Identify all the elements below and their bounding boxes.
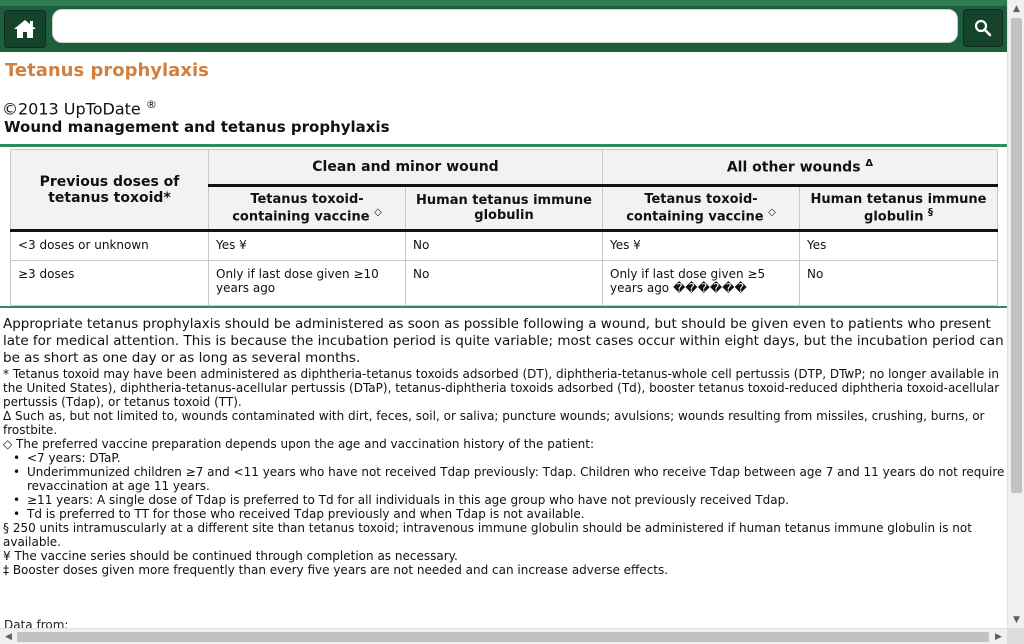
data-from-label: Data from: [4, 618, 69, 628]
cell-clean-toxoid: Only if last dose given ≥10 years ago [209, 261, 406, 306]
copyright-line [2, 98, 157, 118]
cell-clean-toxoid: Yes ¥ [209, 231, 406, 261]
cell-other-toxoid: Yes ¥ [603, 231, 800, 261]
bullet-icon: • [13, 507, 21, 521]
header-clean-minor-wound: Clean and minor wound [209, 150, 603, 186]
footnote-star: * Tetanus toxoid may have been administered as diphtheria-tetanus toxoids adsorbed (DT), diphtheria-tetanus-whole cell pertussis (DTP, DTwP; no longer available in the United States), diphtheria-tetanus-acellular pertussis (DTaP), tetanus-diphtheria toxoids adsorbed (Td), booster tetanus toxoid-reduced diphtheria toxoid-acellular pertussis (Tdap), or tetanus toxoid (TT). [3, 367, 1000, 409]
list-item [7, 451, 1006, 465]
cell-other-toxoid: Only if last dose given ≥5 years ago ������ [603, 261, 800, 306]
delta-mark: Δ [865, 158, 874, 170]
scroll-up-icon[interactable]: ▲ [1013, 3, 1020, 14]
scroll-right-icon[interactable]: ▶ [995, 632, 1002, 642]
cell-other-globulin: Yes [800, 231, 998, 261]
header-other-globulin-label: Human tetanus immune globulin [810, 191, 987, 225]
scroll-left-icon[interactable]: ◀ [5, 632, 12, 642]
list-item [7, 493, 1006, 507]
bullet-icon: • [13, 493, 21, 507]
scroll-down-icon[interactable]: ▼ [1013, 614, 1020, 625]
cell-clean-globulin: No [406, 261, 603, 306]
home-icon [13, 18, 37, 40]
registered-mark: ® [145, 98, 157, 111]
vaccine-bullet-list [3, 451, 1006, 521]
footnotes [3, 316, 1006, 577]
scrollbar-corner [1007, 628, 1024, 644]
table-section [0, 144, 1007, 308]
table-title: Wound management and tetanus prophylaxis [4, 118, 390, 136]
diamond-mark: ◇ [374, 206, 382, 218]
header-clean-toxoid-label: Tetanus toxoid-containing vaccine [232, 191, 370, 225]
vertical-scrollbar[interactable] [1007, 0, 1024, 628]
bullet-icon: • [13, 451, 21, 465]
list-item-text: <7 years: DTaP. [27, 451, 121, 465]
header-other-globulin [800, 186, 998, 231]
list-item [7, 507, 1006, 521]
footnote-yen: ¥ The vaccine series should be continued through completion as necessary. [3, 549, 458, 563]
footnote-diamond: ◇ The preferred vaccine preparation depends upon the age and vaccination history of the patient: [3, 437, 594, 451]
horizontal-scrollbar[interactable] [0, 628, 1007, 644]
header-previous-doses: Previous doses of tetanus toxoid* [11, 150, 209, 231]
intro-paragraph: Appropriate tetanus prophylaxis should be administered as soon as possible following a wound, but should be given even to patients who present late for medical attention. This is because the incubation period is quite variable; most cases occur within eight days, but the incubation period can be as short as one day or as long as several months. [3, 316, 1004, 366]
cell-previous-doses: ≥3 doses [11, 261, 209, 306]
footnote-section: § 250 units intramuscularly at a different site than tetanus toxoid; intravenous immune globulin should be administered if human tetanus immune globulin is not available. [3, 521, 972, 549]
diamond-mark: ◇ [768, 206, 776, 218]
cell-clean-globulin: No [406, 231, 603, 261]
bullet-icon: • [13, 465, 21, 479]
header-all-other-wounds-label: All other wounds [726, 159, 861, 176]
table-row [11, 261, 998, 306]
page-title: Tetanus prophylaxis [5, 60, 209, 81]
list-item-text: Td is preferred to TT for those who received Tdap previously and when Tdap is not available. [27, 507, 585, 521]
header-other-toxoid [603, 186, 800, 231]
cell-other-globulin: No [800, 261, 998, 306]
table-row [11, 231, 998, 261]
copyright-text: ©2013 UpToDate [2, 99, 141, 119]
footnote-delta: Δ Such as, but not limited to, wounds contaminated with dirt, feces, soil, or saliva; puncture wounds; avulsions; wounds resulting from missiles, crushing, burns, or frostbite. [3, 409, 985, 437]
list-item-text: ≥11 years: A single dose of Tdap is preferred to Td for all individuals in this age group who have not previously received Tdap. [27, 493, 790, 507]
search-button[interactable] [963, 9, 1003, 47]
search-icon [974, 19, 992, 37]
list-item-text: Underimmunized children ≥7 and <11 years who have not received Tdap previously: Tdap. Children who receive Tdap between age 7 and 11 years do not require revaccination at age 11 years. [27, 465, 1005, 493]
vertical-scroll-thumb[interactable] [1011, 18, 1022, 493]
list-item [7, 465, 1006, 493]
prophylaxis-table [10, 149, 998, 306]
article-content [0, 52, 1007, 628]
header-clean-globulin: Human tetanus immune globulin [406, 186, 603, 231]
horizontal-scroll-thumb[interactable] [17, 632, 989, 642]
top-toolbar [0, 0, 1007, 52]
header-other-toxoid-label: Tetanus toxoid-containing vaccine [626, 191, 764, 225]
footnote-double-dagger: ‡ Booster doses given more frequently than every five years are not needed and can increase adverse effects. [3, 563, 669, 577]
search-input[interactable] [52, 9, 958, 43]
home-button[interactable] [4, 10, 46, 48]
header-all-other-wounds [603, 150, 998, 186]
section-mark: § [927, 206, 933, 218]
header-clean-toxoid [209, 186, 406, 231]
cell-previous-doses: <3 doses or unknown [11, 231, 209, 261]
